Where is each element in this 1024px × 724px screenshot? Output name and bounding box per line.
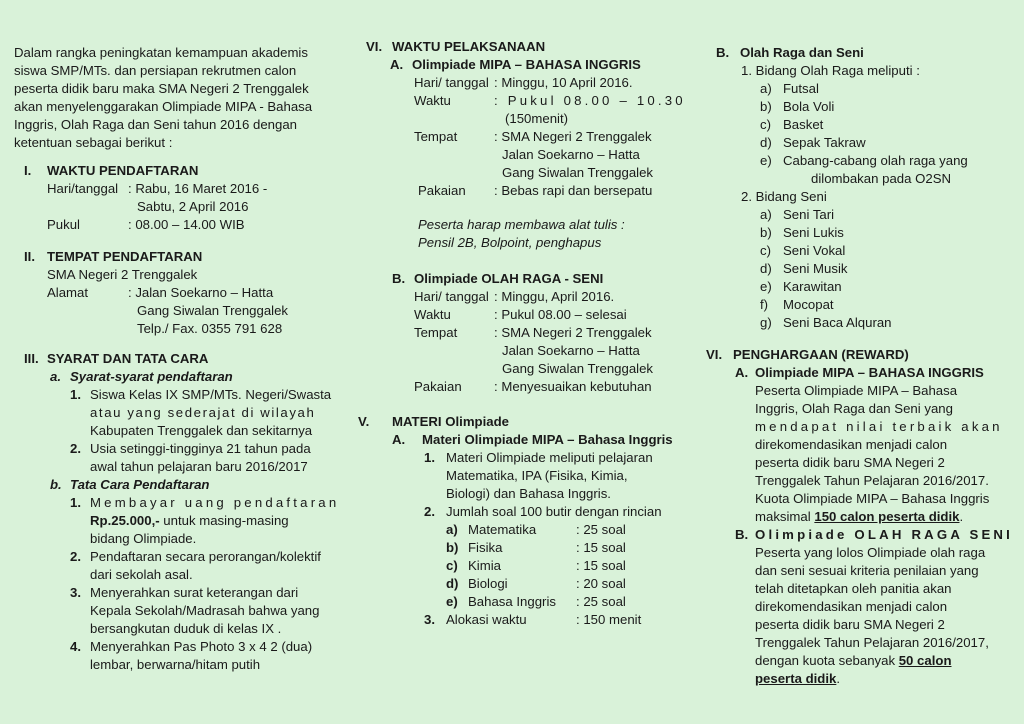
text-run: . — [836, 671, 841, 686]
list-number: 3. — [70, 585, 81, 600]
list-item: Menyerahkan surat keterangan dari — [90, 585, 299, 600]
subsection-title: Olimpiade MIPA – BAHASA INGGRIS — [755, 365, 984, 380]
field-label: Pakaian — [414, 379, 462, 394]
section-number: I. — [24, 163, 32, 178]
item-letter: e) — [760, 279, 772, 294]
subsection-title: Tata Cara Pendaftaran — [70, 477, 210, 492]
list-number: 3. — [424, 612, 435, 627]
item-text: Seni Lukis — [783, 225, 844, 240]
item-letter: c) — [760, 117, 771, 132]
intro-line: Dalam rangka peningkatan kemampuan akademis — [14, 45, 308, 60]
item-letter: f) — [760, 297, 769, 312]
paragraph-line: Trenggalek Tahun Pelajaran 2016/2017, — [755, 635, 989, 650]
section-title: SYARAT DAN TATA CARA — [47, 351, 209, 366]
list-item: awal tahun pelajaran baru 2016/2017 — [90, 459, 308, 474]
note-line: Pensil 2B, Bolpoint, penghapus — [418, 235, 602, 250]
subsection-title: Olimpiade OLAH RAGA - SENI — [414, 271, 604, 286]
field-value: Telp./ Fax. 0355 791 628 — [137, 321, 283, 336]
subject-count: : 20 soal — [576, 576, 626, 591]
item-letter: d) — [760, 135, 772, 150]
subject-name: Kimia — [468, 558, 501, 573]
paragraph-line — [755, 652, 952, 670]
item-text: Seni Musik — [783, 261, 848, 276]
paragraph-line: Trenggalek Tahun Pelajaran 2016/2017. — [755, 473, 989, 488]
paragraph-line: dan seni sesuai kriteria penilaian yang — [755, 563, 979, 578]
subject-name: Biologi — [468, 576, 508, 591]
field-label: Waktu — [414, 93, 451, 108]
item-letter: a) — [760, 207, 772, 222]
list-number: 4. — [70, 639, 81, 654]
list-number: 1. — [424, 450, 435, 465]
field-label: Tempat — [414, 325, 458, 340]
list-item: Kepala Sekolah/Madrasah bahwa yang — [90, 603, 320, 618]
paragraph-line — [755, 508, 963, 526]
list-number: 1. — [70, 387, 81, 402]
field-label: Hari/ tanggal — [414, 289, 489, 304]
field-label: Tempat — [414, 129, 458, 144]
subject-count: : 25 soal — [576, 594, 626, 609]
intro-line: siswa SMP/MTs. dan persiapan rekrutmen calon — [14, 63, 297, 78]
subsection-title: Materi Olimpiade MIPA – Bahasa Inggris — [422, 432, 673, 447]
list-item: Matematika, IPA (Fisika, Kimia, — [446, 468, 628, 483]
subject-letter: c) — [446, 558, 458, 573]
paragraph-line: direkomendasikan menjadi calon — [755, 437, 948, 452]
intro-line: akan menyelenggarakan Olimpiade MIPA - Bahasa — [14, 99, 313, 114]
section-title: MATERI Olimpiade — [392, 414, 509, 429]
list-number: 2. — [424, 504, 435, 519]
item-text: dilombakan pada O2SN — [811, 171, 952, 186]
field-value: Gang Siwalan Trenggalek — [502, 361, 654, 376]
section-title: TEMPAT PENDAFTARAN — [47, 249, 203, 264]
list-number: 2. — [70, 549, 81, 564]
list-item: Kabupaten Trenggalek dan sekitarnya — [90, 423, 313, 438]
paragraph-line: peserta didik baru SMA Negeri 2 — [755, 455, 945, 470]
field-value: : Minggu, April 2016. — [494, 289, 615, 304]
subject-count: : 15 soal — [576, 558, 626, 573]
list-item: Alokasi waktu — [446, 612, 527, 627]
paragraph-line: Kuota Olimpiade MIPA – Bahasa Inggris — [755, 491, 990, 506]
subsection-title: Olimpiade OLAH RAGA SENI — [755, 527, 1014, 542]
list-item: Menyerahkan Pas Photo 3 x 4 2 (dua) — [90, 639, 313, 654]
field-value: Jalan Soekarno – Hatta — [502, 147, 640, 162]
subject-letter: b) — [446, 540, 459, 555]
subsection-letter: B. — [716, 45, 730, 60]
field-value: : SMA Negeri 2 Trenggalek — [494, 129, 652, 144]
text-run: maksimal — [755, 509, 815, 524]
item-text: Seni Baca Alquran — [783, 315, 892, 330]
group-title: 1. Bidang Olah Raga meliputi : — [741, 63, 920, 78]
item-letter: d) — [760, 261, 772, 276]
field-value: : Menyesuaikan kebutuhan — [494, 379, 652, 394]
item-letter: e) — [760, 153, 772, 168]
list-item: Siswa Kelas IX SMP/MTs. Negeri/Swasta — [90, 387, 332, 402]
section-number: VI. — [706, 347, 723, 362]
field-value: Gang Siwalan Trenggalek — [137, 303, 289, 318]
field-label: Hari/ tanggal — [414, 75, 489, 90]
list-item: bersangkutan duduk di kelas IX . — [90, 621, 282, 636]
paragraph-line: Inggris, Olah Raga dan Seni yang — [755, 401, 953, 416]
list-item: Pendaftaran secara perorangan/kolektif — [90, 549, 321, 564]
subsection-letter: A. — [390, 57, 404, 72]
paragraph-line — [755, 670, 840, 688]
field-value: : 08.00 – 14.00 WIB — [128, 217, 245, 232]
subsection-title: Olah Raga dan Seni — [740, 45, 864, 60]
field-label: Alamat — [47, 285, 89, 300]
subject-name: Fisika — [468, 540, 503, 555]
text-run: . — [959, 509, 964, 524]
subject-letter: d) — [446, 576, 459, 591]
item-text: Seni Vokal — [783, 243, 846, 258]
section-title: WAKTU PELAKSANAAN — [392, 39, 546, 54]
list-item: lembar, berwarna/hitam putih — [90, 657, 261, 672]
intro-line: Inggris, Olah Raga dan Seni tahun 2016 dengan — [14, 117, 298, 132]
subject-count: : 15 soal — [576, 540, 626, 555]
subject-letter: a) — [446, 522, 458, 537]
section-number: II. — [24, 249, 35, 264]
paragraph-line: peserta didik baru SMA Negeri 2 — [755, 617, 945, 632]
list-item — [90, 512, 289, 530]
quota-highlight: 150 calon peserta didik — [814, 509, 960, 524]
field-value: : Jalan Soekarno – Hatta — [128, 285, 274, 300]
field-value: Sabtu, 2 April 2016 — [137, 199, 249, 214]
intro-line: peserta didik baru maka SMA Negeri 2 Trenggalek — [14, 81, 309, 96]
list-item: Materi Olimpiade meliputi pelajaran — [446, 450, 653, 465]
section-title: WAKTU PENDAFTARAN — [47, 163, 199, 178]
field-value: : Pukul 08.00 – selesai — [494, 307, 627, 322]
item-letter: a) — [760, 81, 772, 96]
section-number: III. — [24, 351, 39, 366]
item-text: Bola Voli — [783, 99, 835, 114]
field-value: : Rabu, 16 Maret 2016 - — [128, 181, 268, 196]
field-value: : SMA Negeri 2 Trenggalek — [494, 325, 652, 340]
list-number: 1. — [70, 495, 81, 510]
list-item: Usia setinggi-tingginya 21 tahun pada — [90, 441, 311, 456]
item-letter: b) — [760, 225, 772, 240]
subsection-letter: b. — [50, 477, 62, 492]
subsection-letter: a. — [50, 369, 61, 384]
field-value: : Pukul 08.00 – 10.30 — [494, 93, 686, 108]
fee-amount: Rp.25.000,- — [90, 513, 160, 528]
list-item: bidang Olimpiade. — [90, 531, 197, 546]
list-item: atau yang sederajat di wilayah — [90, 405, 316, 420]
section-title: PENGHARGAAN (REWARD) — [733, 347, 909, 362]
subsection-letter: A. — [392, 432, 406, 447]
item-text: Cabang-cabang olah raga yang — [783, 153, 968, 168]
item-letter: g) — [760, 315, 772, 330]
item-text: Karawitan — [783, 279, 842, 294]
list-item: Membayar uang pendaftaran — [90, 495, 340, 510]
item-text: Futsal — [783, 81, 819, 96]
section-number: V. — [358, 414, 370, 429]
school-name: SMA Negeri 2 Trenggalek — [47, 267, 198, 282]
list-item: Jumlah soal 100 butir dengan rincian — [446, 504, 662, 519]
field-value: Jalan Soekarno – Hatta — [502, 343, 640, 358]
text-run: dengan kuota sebanyak — [755, 653, 899, 668]
item-text: Sepak Takraw — [783, 135, 866, 150]
field-value: : Minggu, 10 April 2016. — [494, 75, 633, 90]
item-text: Seni Tari — [783, 207, 835, 222]
quota-highlight: peserta didik — [755, 671, 837, 686]
subject-count: : 25 soal — [576, 522, 626, 537]
group-title: 2. Bidang Seni — [741, 189, 827, 204]
field-label: Waktu — [414, 307, 451, 322]
subsection-title: Syarat-syarat pendaftaran — [70, 369, 233, 384]
subsection-title: Olimpiade MIPA – BAHASA INGGRIS — [412, 57, 641, 72]
field-label: Hari/tanggal — [47, 181, 119, 196]
list-item-value: : 150 menit — [576, 612, 642, 627]
field-label: Pukul — [47, 217, 80, 232]
item-letter: c) — [760, 243, 771, 258]
paragraph-line: direkomendasikan menjadi calon — [755, 599, 948, 614]
item-text: Basket — [783, 117, 824, 132]
list-item: Biologi) dan Bahasa Inggris. — [446, 486, 611, 501]
subject-name: Matematika — [468, 522, 537, 537]
field-value: (150menit) — [505, 111, 569, 126]
list-item: dari sekolah asal. — [90, 567, 193, 582]
item-text: Mocopat — [783, 297, 834, 312]
subsection-letter: B. — [392, 271, 406, 286]
paragraph-line: telah ditetapkan oleh panitia akan — [755, 581, 952, 596]
paragraph-line: Peserta Olimpiade MIPA – Bahasa — [755, 383, 958, 398]
subsection-letter: B. — [735, 527, 749, 542]
item-letter: b) — [760, 99, 772, 114]
subject-name: Bahasa Inggris — [468, 594, 556, 609]
paragraph-line: mendapat nilai terbaik akan — [755, 419, 1003, 434]
section-number: VI. — [366, 39, 383, 54]
fee-rest: untuk masing-masing — [159, 513, 289, 528]
note-line: Peserta harap membawa alat tulis : — [418, 217, 625, 232]
list-number: 2. — [70, 441, 81, 456]
subsection-letter: A. — [735, 365, 749, 380]
field-value: : Bebas rapi dan bersepatu — [494, 183, 653, 198]
field-label: Pakaian — [418, 183, 466, 198]
subject-letter: e) — [446, 594, 458, 609]
field-value: Gang Siwalan Trenggalek — [502, 165, 654, 180]
quota-highlight: 50 calon — [898, 653, 952, 668]
paragraph-line: Peserta yang lolos Olimpiade olah raga — [755, 545, 986, 560]
intro-line: ketentuan sebagai berikut : — [14, 135, 173, 150]
